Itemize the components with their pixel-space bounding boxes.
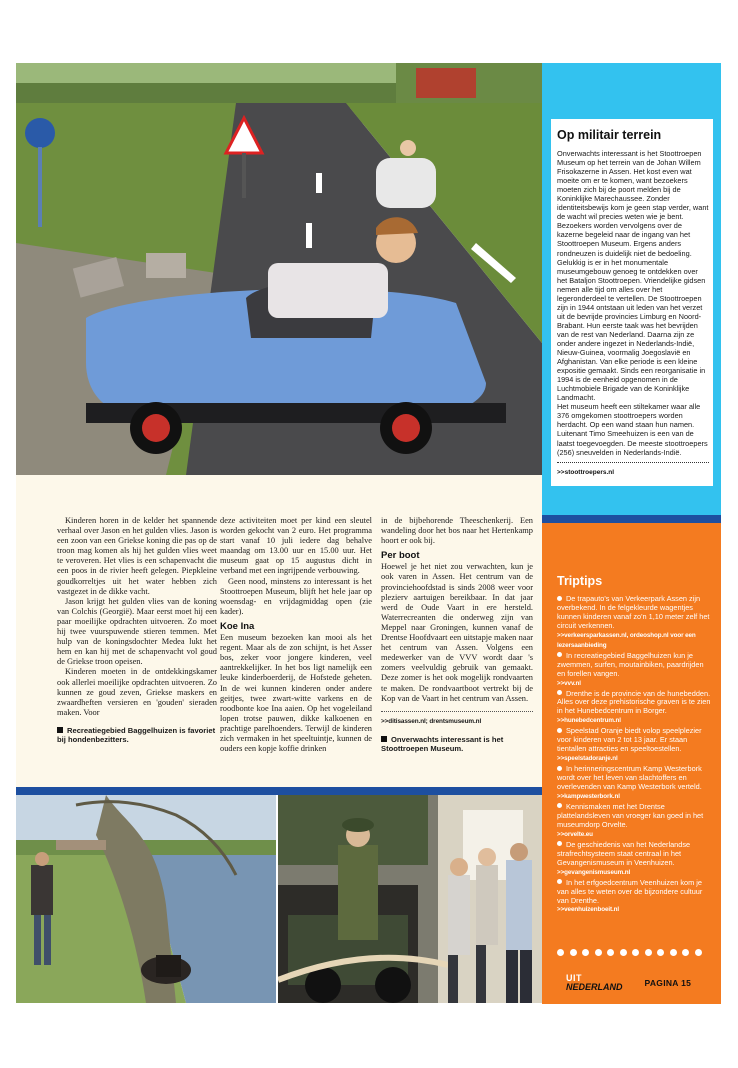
article-column-2 — [220, 516, 372, 754]
list-item — [557, 841, 713, 878]
bullet-icon — [557, 652, 562, 657]
list-item — [557, 727, 713, 764]
tip-link[interactable]: >>veenhuizenboeit.nl — [557, 906, 620, 914]
bullet-icon — [557, 690, 562, 695]
sidebar-military-link[interactable]: >>stoottroepers.nl — [557, 469, 615, 476]
dot-icon — [595, 949, 602, 956]
tip-text: De geschiedenis van het Nederlandse strafrechtsysteem staat centraal in het Gevangenismuseum in Veenhuizen. — [557, 839, 691, 867]
list-item — [557, 652, 713, 689]
list-item — [557, 765, 713, 802]
bullet-icon — [557, 879, 562, 884]
sidebar-military-title: Op militair terrein — [557, 128, 662, 142]
tip-link[interactable]: >>hunebedcentrum.nl — [557, 717, 621, 725]
dot-icon — [695, 949, 702, 956]
article-column-3 — [381, 516, 533, 754]
dot-icon — [657, 949, 664, 956]
article-paragraph: deze activiteiten moet per kind een sleutel worden gekocht van 2 euro. Het programma start vanaf 10 juli iedere dag behalve maandag om 13.00 uur en 15.00 uur. Het museum gaat op 15 augustus dicht in verband met een ingrijpende verbouwing. — [220, 516, 372, 576]
bullet-icon — [557, 596, 562, 601]
list-item — [557, 690, 713, 727]
square-bullet-icon — [57, 727, 63, 733]
dotted-divider — [557, 462, 709, 463]
dot-icon — [682, 949, 689, 956]
tip-text: Speelstad Oranje biedt volop speelplezier voor kinderen van 2 tot 13 jaar. Er staan tientallen attracties en speeltoestellen. — [557, 726, 702, 754]
photo-recreation-lake — [16, 795, 276, 1003]
bullet-icon — [557, 841, 562, 846]
triptips-title: Triptips — [557, 574, 603, 588]
dot-icon — [620, 949, 627, 956]
tip-text: In het erfgoedcentrum Veenhuizen kom je van alles te weten over de bijzondere cultuur van Drenthe. — [557, 877, 703, 905]
tip-text: Kennismaken met het Drentse plattelandsleven van vroeger kan goed in het museumdorp Orvelte. — [557, 801, 704, 829]
brand-logo — [566, 974, 623, 992]
tip-link[interactable]: >>kampwesterbork.nl — [557, 793, 620, 801]
bullet-icon — [557, 728, 562, 733]
tip-link[interactable]: >>speelstadoranje.nl — [557, 755, 618, 763]
article-paragraph: Een museum bezoeken kan mooi als het regent. Maar als de zon schijnt, is het Asser bos, zeker voor jongere kinderen, veel aantrekkelijker. In het bos ligt namelijk een leuke kinderboerderij, de Hofstede geheten. In de wei kunnen kinderen onder andere geitjes, twee zwart-witte varkens en de roodbonte koe Ina aaien. Op het vogeleiland lopen trotse pauwen, dikke kalkoenen en prachtige parelhoenders. Terwijl de kinderen zich vermaken in het speeltuintje, kunnen de ouders een kopje koffie drinken — [220, 633, 372, 754]
article-paragraph: Hoewel je het niet zou verwachten, kun je ook varen in Assen. Het centrum van de provinciehoofdstad is sinds 2008 weer voor plezierv aartuigen bereikbaar. In dat jaar werd de Oude Vaart in ere hersteld. Waterrecreanten die onderweg zijn van Meppel naar Groningen, kunnen vanaf de Drentse Hoofdvaart een uitstapje maken naar het centrum van Assen. Volgens een medewerker van de VVV wordt daar 's zomers veelvuldig gebruik van gemaakt. Deze zomer is het ook mogelijk rondvaarten te maken. De rondvaartboot vertrekt bij de Kop van de Vaart in het centrum van Assen. — [381, 562, 533, 703]
brand-top: UIT — [566, 973, 582, 983]
dot-icon — [557, 949, 564, 956]
blue-rule — [16, 787, 542, 795]
caption-text: Recreatiegebied Baggelhuizen is favoriet bij hondenbezitters. — [57, 725, 216, 745]
tip-text: Drenthe is de provincie van de hunebedden. Alles over deze prehistorische graven is te zien in het Hunebedcentrum in Borger. — [557, 688, 711, 716]
article-paragraph: Kinderen horen in de kelder het spannende verhaal over Jason en het gulden vlies. Jason is een zoon van een Griekse koning die pas op de troon mag komen als hij het gulden vlies weet te veroveren. Het vlies is een schapenvacht die een poos in de rivier heeft gelegen. Piepkleine goudkorreltjes uit het water hebben zich vastgezet in de dikke vacht. — [57, 516, 217, 596]
list-item — [557, 595, 713, 651]
article-column-1 — [57, 516, 217, 745]
photo-caption — [57, 726, 217, 745]
tip-text: In recreatiegebied Baggelhuizen kun je zwemmen, surfen, moutainbiken, paardrijden en forellen vangen. — [557, 650, 704, 678]
photo-caption — [381, 735, 533, 754]
photo-child-pedal-car — [16, 63, 542, 475]
sidebar-paragraph: Het museum heeft een stiltekamer waar alle 376 omgekomen stoottroepers worden herdacht. Op een wand staan hun namen. Luitenant Timo Smeehuizen is een van de laatst toegevoegden. De meeste stoottroepers (256) sneuvelden in Nederlands-Indië. — [557, 402, 708, 457]
tip-text: De trapauto's van Verkeerpark Assen zijn overbekend. In de felgekleurde wagentjes kunnen kinderen vanaf zo'n 1,10 meter zelf het circuit verkennen. — [557, 594, 710, 630]
tip-link[interactable]: >>gevangenismuseum.nl — [557, 868, 631, 876]
bullet-icon — [557, 803, 562, 808]
dot-icon — [645, 949, 652, 956]
decorative-dots — [557, 949, 702, 956]
dot-icon — [570, 949, 577, 956]
sidebar-paragraph: Onverwachts interessant is het Stoottroepen Museum op het terrein van de Johan Willem Frisokazerne in Assen. Het kost even wat moeite om er te komen, want bezoekers moeten zich bij de poort melden bij de Koninklijke Marechaussee. Zonder identiteitsbewijs kom je geen stap verder, want de wacht wil precies weten wie je bent. Bezoekers worden vervolgens over de kazerne begeleid naar de ingang van het Stoottroepen Museum. Ergens anders rondneuzen is duidelijk niet de bedoeling. Gelukkig is er in het monumentale museumgebouw genoeg te ontdekken over het Bataljon Stoottroepen. Vriendelijke gidsen nemen alle tijd om alles over het legeronderdeel te vertellen. De Stoottroepen zijn in 1944 ontstaan uit leden van het verzet uit de bevrijde provincies Limburg en Noord-Brabant. Hun eerste taak was het bevrijden van de rest van Nederland. Daarna zijn ze onder andere ingezet in Nederlands-Indië, Nieuw-Guinea, voormalig Joegoslavië en Afghanistan. Van elke periode is een kleine expositie gemaakt. Sinds een reorganisatie in 1994 is de eenheid opgenomen in de Luchtmobiele Brigade van de Koninklijke Landmacht. — [557, 149, 709, 403]
article-paragraph: in de bijbehorende Theeschenkerij. Een wandeling door het bos naar het Hertenkamp hoort er ook bij. — [381, 516, 533, 546]
list-item — [557, 879, 713, 916]
dotted-divider — [381, 711, 533, 712]
sidebar-military-body — [557, 149, 709, 457]
list-item — [557, 803, 713, 840]
article-paragraph: Jason krijgt het gulden vlies van de koning van Colchis (Georgië). Maar eerst moet hij een paar moeilijke opdrachten uitvoeren. Zo moet hij twee vuurspuwende stieren temmen. Met hulp van de koningsdochter Medea lukt het hem en kan hij met de schapenvacht vol goud de Griekse troon opeisen. — [57, 596, 217, 667]
dot-icon — [582, 949, 589, 956]
triptips-list — [557, 595, 713, 916]
caption-text: Onverwachts interessant is het Stoottroepen Museum. — [381, 734, 504, 754]
blue-rule — [542, 515, 721, 523]
source-links[interactable]: >>ditisassen.nl; drentsmuseum.nl — [381, 717, 482, 725]
article-paragraph: Geen nood, minstens zo interessant is het Stoottroepen Museum, blijft het hele jaar op woensdag- en vrijdagmiddag open (zie kader). — [220, 576, 372, 616]
dot-icon — [607, 949, 614, 956]
square-bullet-icon — [381, 736, 387, 742]
brand-bottom: NEDERLAND — [566, 982, 623, 992]
tip-link[interactable]: >>verkeersparkassen.nl, ordeoshop.nl voor een lezersaanbieding — [557, 631, 696, 649]
bullet-icon — [557, 766, 562, 771]
tip-link[interactable]: >>vvv.nl — [557, 679, 581, 687]
article-paragraph: Kinderen moeten in de ontdekkingskamer ook allerlei moeilijke opdrachten uitvoeren. Zo kunnen ze goud zeven, Griekse maskers en zwaardheften versieren en 'gouden' sieraden maken. Voor — [57, 667, 217, 717]
dot-icon — [632, 949, 639, 956]
tip-link[interactable]: >>orvelte.eu — [557, 830, 593, 838]
page-footer — [566, 974, 691, 992]
tip-text: In herinneringscentrum Kamp Westerbork wordt over het leven van slachtoffers en overlevenden van Kamp Westerbork verteld. — [557, 764, 702, 792]
subheading: Per boot — [381, 550, 420, 562]
subheading: Koe Ina — [220, 620, 255, 632]
page-number: PAGINA 15 — [644, 978, 692, 988]
photo-stoottroepen-museum — [278, 795, 542, 1003]
dot-icon — [670, 949, 677, 956]
